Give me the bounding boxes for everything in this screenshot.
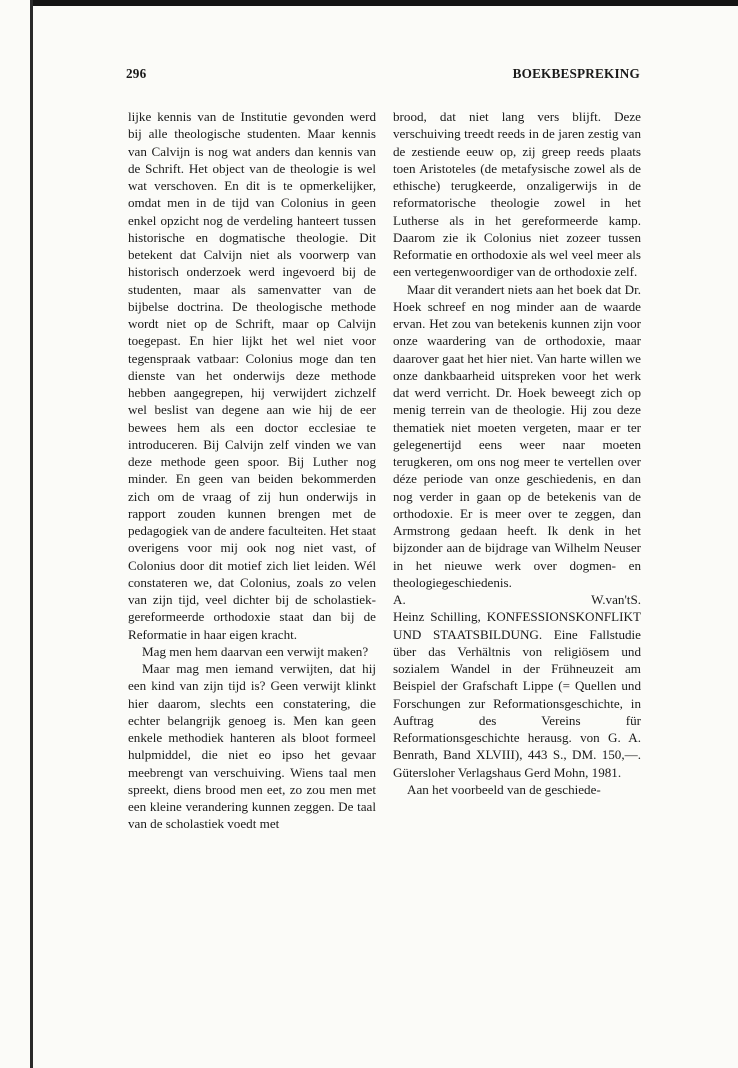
scan-top-edge — [30, 0, 738, 6]
paragraph: Maar mag men iemand verwijten, dat hij een kind van zijn tijd is? Geen verwijt klinkt hier daarom, slechts een constatering, die echter belangrijk genoeg is. Men kan geen enkele methodiek hanteren als bloot formeel hulpmiddel, die niet eo ipso het gevaar meebrengt van verschuiving. Wiens taal men spreekt, diens brood men eet, zo zou men met een kleine verandering kunnen zeggen. De taal van de scholastiek voedt met — [128, 661, 376, 832]
left-column — [128, 108, 376, 833]
paragraph: Maar dit verandert niets aan het boek dat Dr. Hoek schreef en nog minder aan de waarde ervan. Het zou van betekenis kunnen zijn voor onze waardering van de orthodoxie, maar daarover gaat het hier niet. Van harte willen we onze dankbaarheid uitspreken voor het werk dat werd verricht. Dr. Hoek beweegt zich op menig terrein van de theologie. Hij zou deze thematiek niet moeten vergeten, maar er ter gelegenertijd eens weer naar moeten terugkeren, om ons nog meer te vertellen over déze periode van onze geschiedenis, en dan nog verder in gaan op de betekenis van de orthodoxie. Er is meer over te zeggen, dan Armstrong gedaan heeft. Ik denk in het bijzonder aan de bijdrage van Wilhelm Neuser in het nieuwe werk over dogmen- en theologiegeschiedenis. — [393, 281, 641, 590]
paragraph: Aan het voorbeeld van de geschiede- — [407, 781, 601, 797]
running-header — [126, 66, 640, 88]
paragraph: lijke kennis van de Institutie gevonden werd bij alle theologische studenten. Maar kennis van Calvijn is nog wat anders dan kennis van de Schrift. Het object van de theologie is wel wat verschoven. En dit is te opmerkelijker, omdat men in de tijd van Colonius in geen enkel opzicht nog de verdeling hanteert tussen historische en dogmatische theologie. Dit betekent dat Calvijn niet als voorwerp van historisch onderzoek werd ingevoerd bij de studenten, maar als samenvatter van de bijbelse doctrina. De theologische methode wordt niet op de Schrift, maar op Calvijn toegepast. En hier lijkt het wel niet voor tegenspraak vatbaar: Colonius moge dan ten dienste van het onderwijs deze methode hebben aangegrepen, hij verwijdert zichzelf wel beslist van degene aan wie hij de eer bewees hem als een doctor ecclesiae te introduceren. Bij Calvijn zelf vinden we van deze methode geen spoor. Bij Luther nog minder. En geen van beiden bekommerden zich om de vraag of zij hun onderwijs in rapport zouden kunnen brengen met de pedagogiek van de andere faculteiten. Het staat overigens voor mij ook nog niet vast, of Colonius door dit motief zich liet leiden. Wél constateren we, dat Colonius, zoals zo velen van zijn tijd, veel dichter bij de scholastiek-gereformeerde orthodoxie staat dan bij de Reformatie in haar eigen kracht. — [128, 109, 376, 642]
page-number: 296 — [126, 66, 147, 81]
running-title: BOEKBESPREKING — [512, 66, 640, 81]
paragraph: Mag men hem daarvan een verwijt maken? — [142, 643, 369, 659]
review-signoff — [393, 591, 641, 608]
paragraph: brood, dat niet lang vers blijft. Deze verschuiving treedt reeds in de jaren zestig van de zestiende eeuw op, zij greep reeds plaats toen Aristoteles (de metafysische zowel als de ethische) terugkeerde, onzaligerwijs in de reformatorische theologie zowel in het Lutherse als in het gereformeerde kamp. Daarom zie ik Colonius niet zozeer tussen Reformatie en orthodoxie als wel veel meer als een vertegenwoordiger van de orthodoxie zelf. — [393, 109, 641, 280]
review-entry: Heinz Schilling, KONFESSIONSKONFLIKT UND STAATSBILDUNG. Eine Fallstudie über das Verhältnis von religiösem und sozialem Wandel in der Frühneuzeit am Beispiel der Grafschaft Lippe (= Quellen und Forschungen zur Reformationsgeschichte, in Auftrag des Vereins für Reformationsgeschichte herausg. von G. A. Benrath, Band XLVIII), 443 S., DM. 150,—. Gütersloher Verlagshaus Gerd Mohn, 1981. — [393, 609, 641, 780]
scan-left-edge — [30, 0, 33, 1068]
reviewer-signature: W.van'tS. — [591, 592, 641, 607]
signoff-initial: A. — [393, 592, 406, 607]
right-column — [393, 108, 641, 798]
